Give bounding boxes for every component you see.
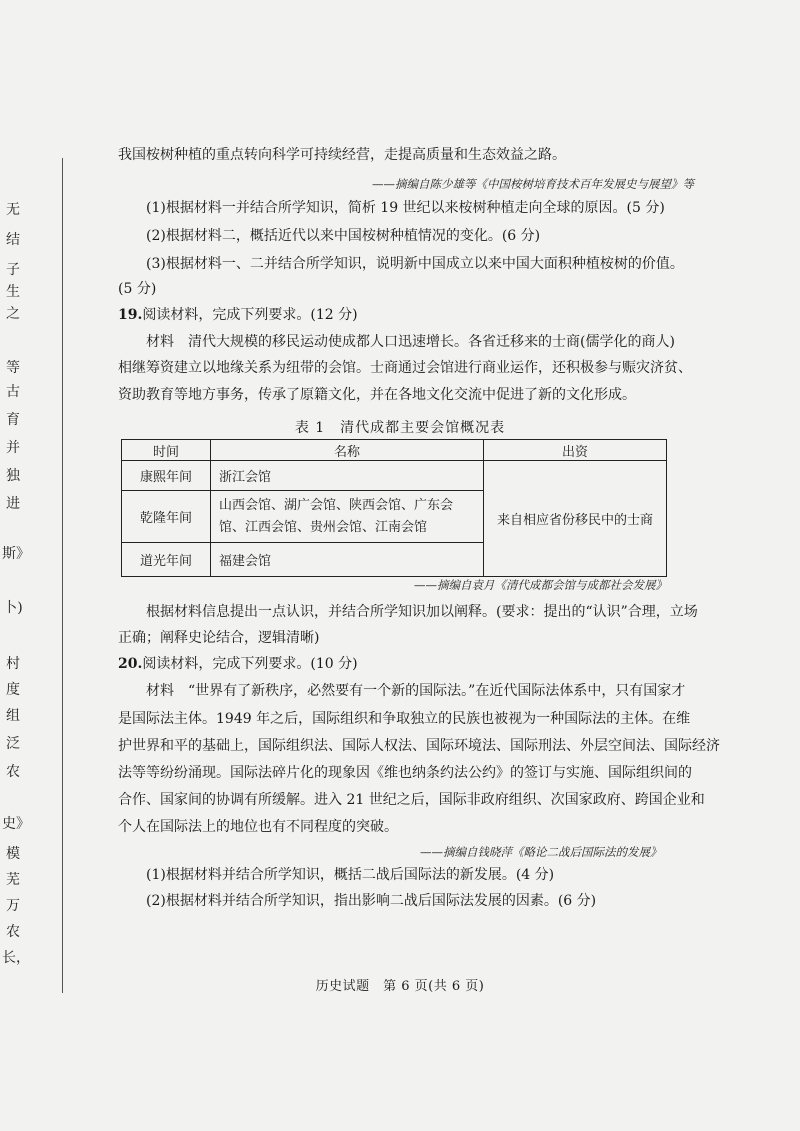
- side-char: 村: [6, 656, 20, 672]
- q20-material-line: 合作、国家间的协调有所缓解。进入 21 世纪之后，国际非政府组织、次国家政府、跨国企业和: [118, 792, 705, 808]
- q18-subquestion-2: (2)根据材料二，概括近代以来中国桉树种植情况的变化。(6 分): [146, 228, 541, 244]
- side-char: 农: [6, 924, 20, 940]
- cell-time: 康熙年间: [122, 461, 211, 491]
- q19-table-caption: 表 1 清代成都主要会馆概况表: [294, 420, 506, 436]
- side-char: 芜: [6, 872, 20, 888]
- q19-material-line: 资助教育等地方事务，传承了原籍文化，并在各地文化交流中促进了新的文化形成。: [118, 387, 636, 403]
- cell-time: 乾隆年间: [122, 491, 211, 543]
- cell-name: 浙江会馆: [211, 461, 484, 491]
- side-char: 育: [6, 412, 20, 428]
- cell-name: 福建会馆: [211, 543, 484, 577]
- q20-title: 阅读材料，完成下列要求。(10 分): [142, 656, 358, 672]
- side-char: 进: [6, 496, 20, 512]
- q18-subquestion-3: (3)根据材料一、二并结合所学知识，说明新中国成立以来中国大面积种植桉树的价值。: [146, 256, 684, 272]
- q19-material-line: 材料 清代大规模的移民运动使成都人口迅速增长。各省迁移来的士商(儒学化的商人): [146, 334, 675, 350]
- side-char: 斯》: [2, 546, 30, 562]
- q19-title: 阅读材料，完成下列要求。(12 分): [142, 307, 358, 323]
- side-char: 等: [6, 360, 20, 376]
- cell-name-wrapper: [211, 491, 484, 543]
- cell-funding: 来自相应省份移民中的士商: [484, 461, 667, 577]
- q20-source: ——摘编自钱晓萍《略论二战后国际法的发展》: [420, 845, 662, 859]
- q20-material-line: 护世界和平的基础上，国际组织法、国际人权法、国际环境法、国际刑法、外层空间法、国际经济: [118, 738, 720, 754]
- side-char: 古: [6, 384, 20, 400]
- side-char: 独: [6, 468, 20, 484]
- q20-subquestion-1: (1)根据材料并结合所学知识，概括二战后国际法的新发展。(4 分): [146, 867, 555, 883]
- side-char: 卜): [3, 600, 23, 616]
- cell-name: 山西会馆、湖广会馆、陕西会馆、广东会馆、江西会馆、贵州会馆、江南会馆: [219, 497, 454, 535]
- side-char: 子: [6, 262, 20, 278]
- q19-heading: [118, 306, 358, 324]
- q19-requirement: 根据材料信息提出一点认识，并结合所学知识加以阐释。(要求：提出的“认识”合理，立场: [146, 604, 698, 620]
- side-char: 之: [6, 306, 20, 322]
- side-char: 万: [6, 898, 20, 914]
- side-char: 结: [6, 232, 20, 248]
- side-char: 长，: [2, 950, 30, 966]
- q18-subquestion-1: (1)根据材料一并结合所学知识，简析 19 世纪以来桉树种植走向全球的原因。(5 分): [146, 200, 665, 216]
- q18-material-continuation: 我国桉树种植的重点转向科学可持续经营，走提高质量和生态效益之路。: [118, 147, 566, 163]
- q20-subquestion-2: (2)根据材料并结合所学知识，指出影响二战后国际法发展的因素。(6 分): [146, 893, 597, 909]
- binding-margin-line: [62, 158, 63, 993]
- left-margin-text: [0, 0, 40, 1131]
- q20-heading: [118, 655, 358, 673]
- q18-subquestion-3-points: (5 分): [118, 281, 157, 297]
- table-row: [122, 461, 667, 491]
- q20-material-line: 法等等纷纷涌现。国际法碎片化的现象因《维也纳条约法公约》的签订与实施、国际组织间的: [118, 765, 692, 781]
- q19-source: ——摘编自袁月《清代成都会馆与成都社会发展》: [414, 578, 667, 592]
- q20-material-line: 是国际法主体。1949 年之后，国际组织和争取独立的民族也被视为一种国际法的主体。在维: [118, 711, 691, 727]
- side-char: 模: [6, 846, 20, 862]
- q20-material-line: 材料 “世界有了新秩序，必然要有一个新的国际法。”在近代国际法体系中，只有国家才: [146, 683, 686, 699]
- q19-number: 19.: [118, 307, 143, 323]
- table-header-row: [122, 440, 667, 461]
- side-char: 史》: [2, 816, 30, 832]
- guild-hall-table: [121, 439, 667, 577]
- q18-source: ——摘编自陈少雄等《中国桉树培育技术百年发展史与展望》等: [372, 177, 694, 191]
- side-char: 度: [6, 682, 20, 698]
- header-funding: 出资: [484, 440, 667, 461]
- page-footer: 历史试题 第 6 页(共 6 页): [315, 979, 485, 994]
- side-char: 组: [6, 708, 20, 724]
- header-time: 时间: [122, 440, 211, 461]
- cell-time: 道光年间: [122, 543, 211, 577]
- q20-material-line: 个人在国际法上的地位也有不同程度的突破。: [118, 819, 398, 835]
- side-char: 泛: [6, 736, 20, 752]
- side-char: 无: [6, 202, 20, 218]
- q19-material-line: 相继筹资建立以地缘关系为纽带的会馆。士商通过会馆进行商业运作，还积极参与赈灾济贫、: [118, 360, 692, 376]
- q20-number: 20.: [118, 656, 143, 672]
- side-char: 并: [6, 440, 20, 456]
- header-name: 名称: [211, 440, 484, 461]
- q19-requirement-cont: 正确；阐释史论结合，逻辑清晰): [118, 630, 320, 646]
- side-char: 生: [6, 284, 20, 300]
- side-char: 农: [6, 764, 20, 780]
